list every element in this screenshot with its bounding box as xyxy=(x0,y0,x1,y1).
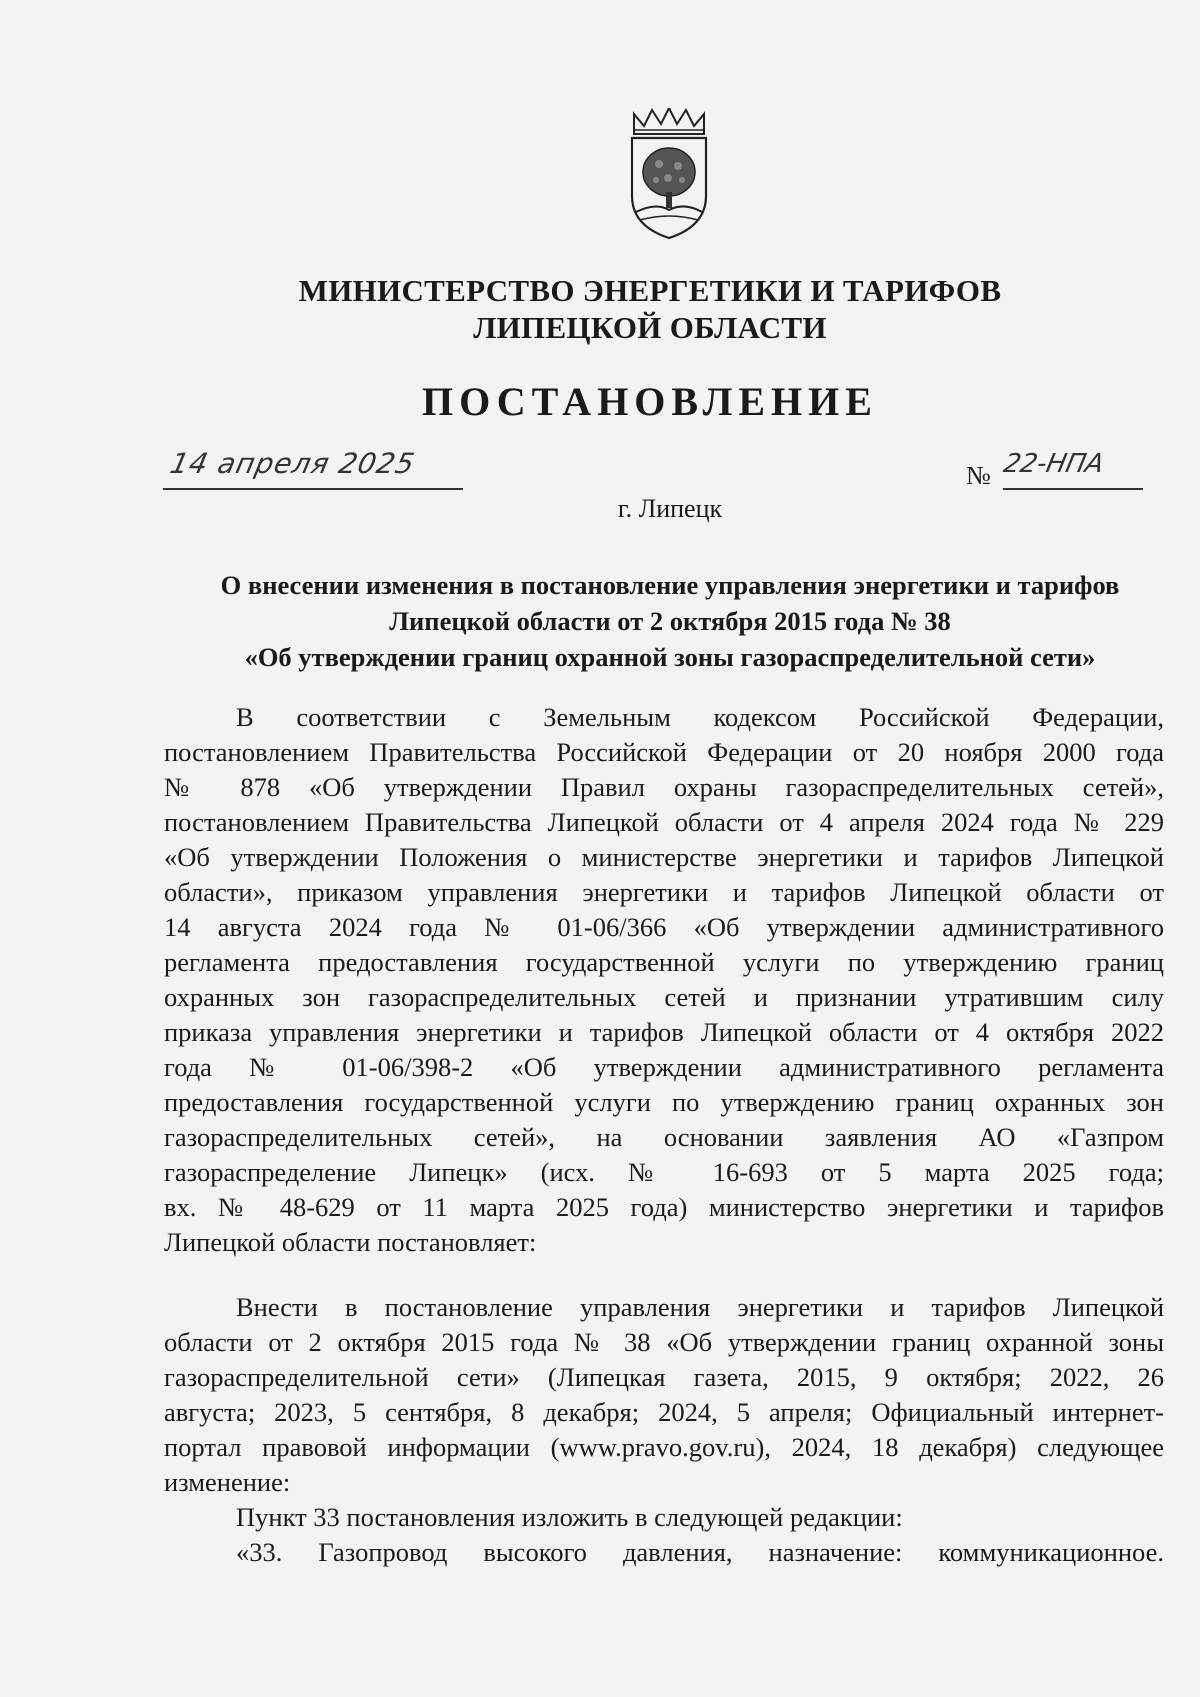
text-line: газораспределительных сетей», на основании заявления АО «Газпром xyxy=(164,1122,1164,1152)
date-underline xyxy=(163,488,463,490)
paragraph-preamble xyxy=(164,700,1164,1260)
paragraph-point-33 xyxy=(164,1535,1164,1570)
handwritten-date: 14 апреля 2025 xyxy=(167,447,419,480)
text-line: охранных зон газораспределительных сетей и признании утратившим силу xyxy=(164,982,1164,1012)
text-line: «Об утверждении Положения о министерстве энергетики и тарифов Липецкой xyxy=(164,842,1164,872)
ministry-name-line2: ЛИПЕЦКОЙ ОБЛАСТИ xyxy=(473,310,827,345)
text-line: В соответствии с Земельным кодексом Российской Федерации, xyxy=(236,702,1164,732)
document-title-line2: Липецкой области от 2 октября 2015 года № 38 xyxy=(389,606,951,636)
text-line: изменение: xyxy=(164,1467,291,1497)
text-line: «33. Газопровод высокого давления, назначение: коммуникационное. xyxy=(236,1537,1164,1567)
paragraph-point-intro xyxy=(164,1500,1164,1535)
handwritten-document-number: 22-НПА xyxy=(1000,449,1107,479)
text-line: Внести в постановление управления энергетики и тарифов Липецкой xyxy=(236,1292,1164,1322)
text-line: августа; 2023, 5 сентября, 8 декабря; 2024, 5 апреля; Официальный интернет- xyxy=(164,1397,1164,1427)
document-title-line1: О внесении изменения в постановление управления энергетики и тарифов xyxy=(220,570,1120,600)
text-line: постановлением Правительства Липецкой области от 4 апреля 2024 года № 229 xyxy=(164,807,1164,837)
city-name: г. Липецк xyxy=(617,494,723,523)
text-line: газораспределительной сети» (Липецкая газета, 2015, 9 октября; 2022, 26 xyxy=(164,1362,1164,1392)
text-line: приказа управления энергетики и тарифов Липецкой области от 4 октября 2022 xyxy=(164,1017,1164,1047)
text-line: 14 августа 2024 года № 01-06/366 «Об утверждении административного xyxy=(164,912,1164,942)
text-line: области от 2 октября 2015 года № 38 «Об утверждении границ охранной зоны xyxy=(164,1327,1164,1357)
document-type-heading: ПОСТАНОВЛЕНИЕ xyxy=(422,379,878,424)
text-line: № 878 «Об утверждении Правил охраны газораспределительных сетей», xyxy=(164,772,1164,802)
text-line: постановлением Правительства Российской Федерации от 20 ноября 2000 года xyxy=(164,737,1164,767)
text-line: регламента предоставления государственной услуги по утверждению границ xyxy=(164,947,1164,977)
text-line: вх. № 48-629 от 11 марта 2025 года) министерство энергетики и тарифов xyxy=(164,1192,1164,1222)
text-line: года № 01-06/398-2 «Об утверждении административного регламента xyxy=(164,1052,1164,1082)
text-line: предоставления государственной услуги по утверждению границ охранных зон xyxy=(164,1087,1164,1117)
ministry-name-line1: МИНИСТЕРСТВО ЭНЕРГЕТИКИ И ТАРИФОВ xyxy=(298,273,1002,308)
text-line: портал правовой информации (www.pravo.gov.ru), 2024, 18 декабря) следующее xyxy=(164,1432,1164,1462)
coat-of-arms-icon xyxy=(626,108,712,240)
text-line: Пункт 33 постановления изложить в следующей редакции: xyxy=(236,1502,903,1532)
text-line: газораспределение Липецк» (исх. № 16-693 от 5 марта 2025 года; xyxy=(164,1157,1164,1187)
number-underline xyxy=(1003,488,1143,490)
document-title-line3: «Об утверждении границ охранной зоны газораспределительной сети» xyxy=(244,642,1096,672)
number-label: № xyxy=(966,461,991,490)
paragraph-amendment xyxy=(164,1290,1164,1500)
text-line: области», приказом управления энергетики и тарифов Липецкой области от xyxy=(164,877,1164,907)
text-line: Липецкой области постановляет: xyxy=(164,1227,537,1257)
